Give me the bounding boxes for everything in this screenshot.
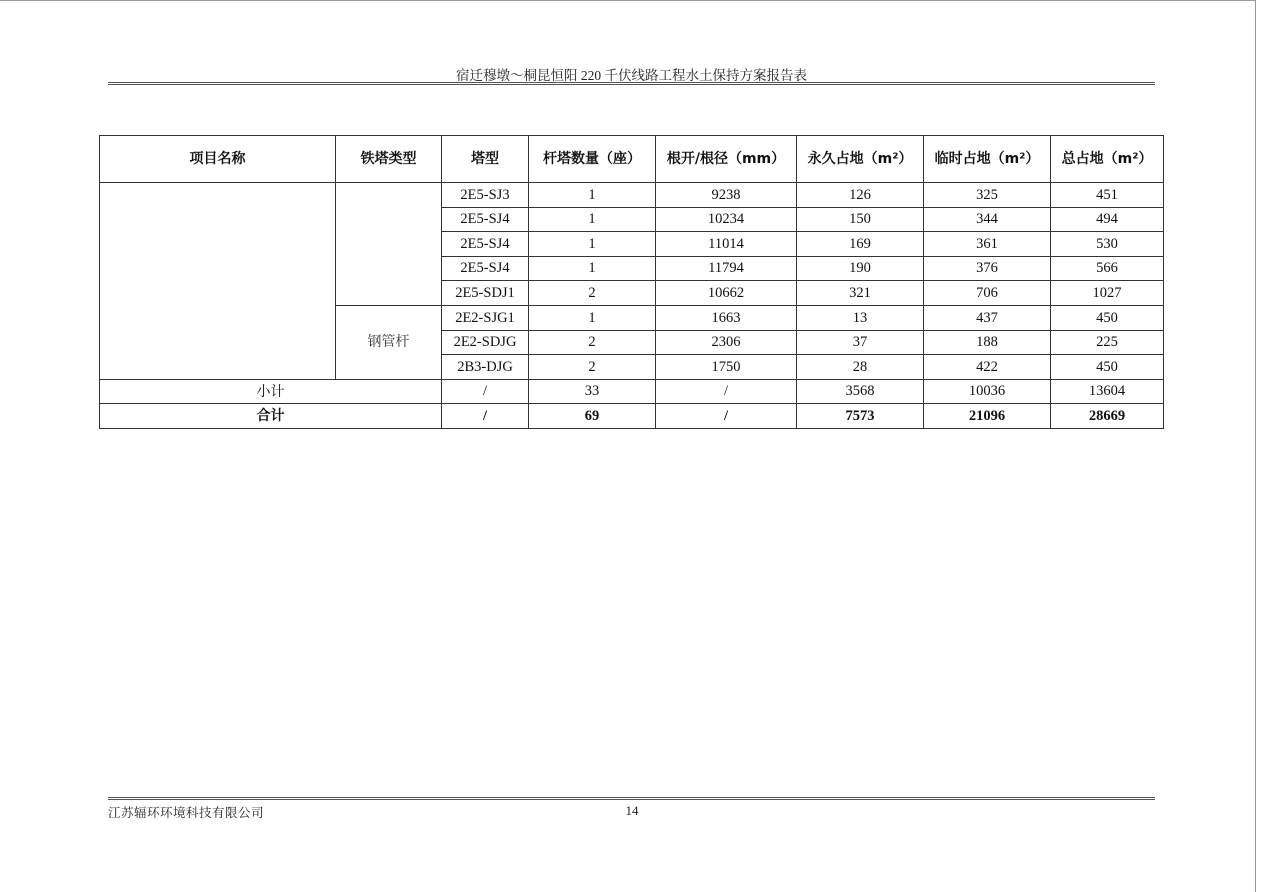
- permanent-land-cell: 321: [797, 281, 924, 306]
- subtotal-temporary-land: 10036: [924, 379, 1051, 404]
- column-header-temporary-land: 临时占地（m²）: [924, 136, 1051, 183]
- column-header-project-name: 项目名称: [100, 136, 336, 183]
- permanent-land-cell: 28: [797, 355, 924, 380]
- temporary-land-cell: 188: [924, 330, 1051, 355]
- tower-count-cell: 2: [529, 330, 656, 355]
- grand-total-row: [100, 404, 1164, 429]
- permanent-land-cell: 150: [797, 207, 924, 232]
- total-land-cell: 494: [1051, 207, 1164, 232]
- subtotal-tower-model: /: [442, 379, 529, 404]
- tower-model-cell: 2E2-SJG1: [442, 305, 529, 330]
- tower-count-cell: 1: [529, 256, 656, 281]
- temporary-land-cell: 437: [924, 305, 1051, 330]
- subtotal-total-land: 13604: [1051, 379, 1164, 404]
- root-spacing-cell: 2306: [656, 330, 797, 355]
- tower-count-cell: 2: [529, 281, 656, 306]
- total-land-cell: 451: [1051, 183, 1164, 208]
- subtotal-label: 小计: [100, 379, 442, 404]
- tower-model-cell: 2E5-SJ4: [442, 207, 529, 232]
- root-spacing-cell: 10234: [656, 207, 797, 232]
- tower-model-cell: 2B3-DJG: [442, 355, 529, 380]
- total-land-cell: 450: [1051, 355, 1164, 380]
- permanent-land-cell: 126: [797, 183, 924, 208]
- table-header-row: [100, 136, 1164, 183]
- total-land-cell: 530: [1051, 232, 1164, 257]
- tower-count-cell: 1: [529, 232, 656, 257]
- column-header-total-land: 总占地（m²）: [1051, 136, 1164, 183]
- root-spacing-cell: 11014: [656, 232, 797, 257]
- subtotal-root-spacing: /: [656, 379, 797, 404]
- grand-total-count: 69: [529, 404, 656, 429]
- root-spacing-cell: 1663: [656, 305, 797, 330]
- total-land-cell: 566: [1051, 256, 1164, 281]
- temporary-land-cell: 706: [924, 281, 1051, 306]
- page-number: 14: [625, 803, 639, 818]
- column-header-tower-model: 塔型: [442, 136, 529, 183]
- header-rule: [108, 82, 1155, 85]
- total-land-cell: 1027: [1051, 281, 1164, 306]
- root-spacing-cell: 10662: [656, 281, 797, 306]
- grand-total-permanent-land: 7573: [797, 404, 924, 429]
- footer-rule: [108, 797, 1155, 800]
- total-land-cell: 450: [1051, 305, 1164, 330]
- grand-total-label: 合计: [100, 404, 442, 429]
- footer-company-name: 江苏辐环环境科技有限公司: [108, 805, 265, 820]
- tower-category-steel-pipe: 钢管杆: [336, 305, 442, 379]
- column-header-tower-category: 铁塔类型: [336, 136, 442, 183]
- permanent-land-cell: 169: [797, 232, 924, 257]
- temporary-land-cell: 344: [924, 207, 1051, 232]
- grand-total-root-spacing: /: [656, 404, 797, 429]
- temporary-land-cell: 422: [924, 355, 1051, 380]
- total-land-cell: 225: [1051, 330, 1164, 355]
- subtotal-row: [100, 379, 1164, 404]
- subtotal-permanent-land: 3568: [797, 379, 924, 404]
- tower-model-cell: 2E5-SJ3: [442, 183, 529, 208]
- grand-total-tower-model: /: [442, 404, 529, 429]
- tower-model-cell: 2E5-SJ4: [442, 232, 529, 257]
- root-spacing-cell: 1750: [656, 355, 797, 380]
- tower-model-cell: 2E5-SDJ1: [442, 281, 529, 306]
- grand-total-temporary-land: 21096: [924, 404, 1051, 429]
- temporary-land-cell: 325: [924, 183, 1051, 208]
- land-use-table: [99, 135, 1164, 429]
- tower-count-cell: 2: [529, 355, 656, 380]
- tower-count-cell: 1: [529, 183, 656, 208]
- permanent-land-cell: 37: [797, 330, 924, 355]
- temporary-land-cell: 361: [924, 232, 1051, 257]
- permanent-land-cell: 13: [797, 305, 924, 330]
- root-spacing-cell: 11794: [656, 256, 797, 281]
- tower-model-cell: 2E2-SDJG: [442, 330, 529, 355]
- column-header-root-spacing: 根开/根径（mm）: [656, 136, 797, 183]
- page-header-title: 宿迁穆墩～桐昆恒阳 220 千伏线路工程水土保持方案报告表: [456, 68, 807, 83]
- tower-category-cell: [336, 183, 442, 306]
- column-header-permanent-land: 永久占地（m²）: [797, 136, 924, 183]
- grand-total-total-land: 28669: [1051, 404, 1164, 429]
- root-spacing-cell: 9238: [656, 183, 797, 208]
- permanent-land-cell: 190: [797, 256, 924, 281]
- column-header-tower-count: 杆塔数量（座）: [529, 136, 656, 183]
- tower-model-cell: 2E5-SJ4: [442, 256, 529, 281]
- subtotal-count: 33: [529, 379, 656, 404]
- tower-count-cell: 1: [529, 207, 656, 232]
- tower-count-cell: 1: [529, 305, 656, 330]
- project-name-cell: [100, 183, 336, 380]
- table-row: [100, 183, 1164, 208]
- temporary-land-cell: 376: [924, 256, 1051, 281]
